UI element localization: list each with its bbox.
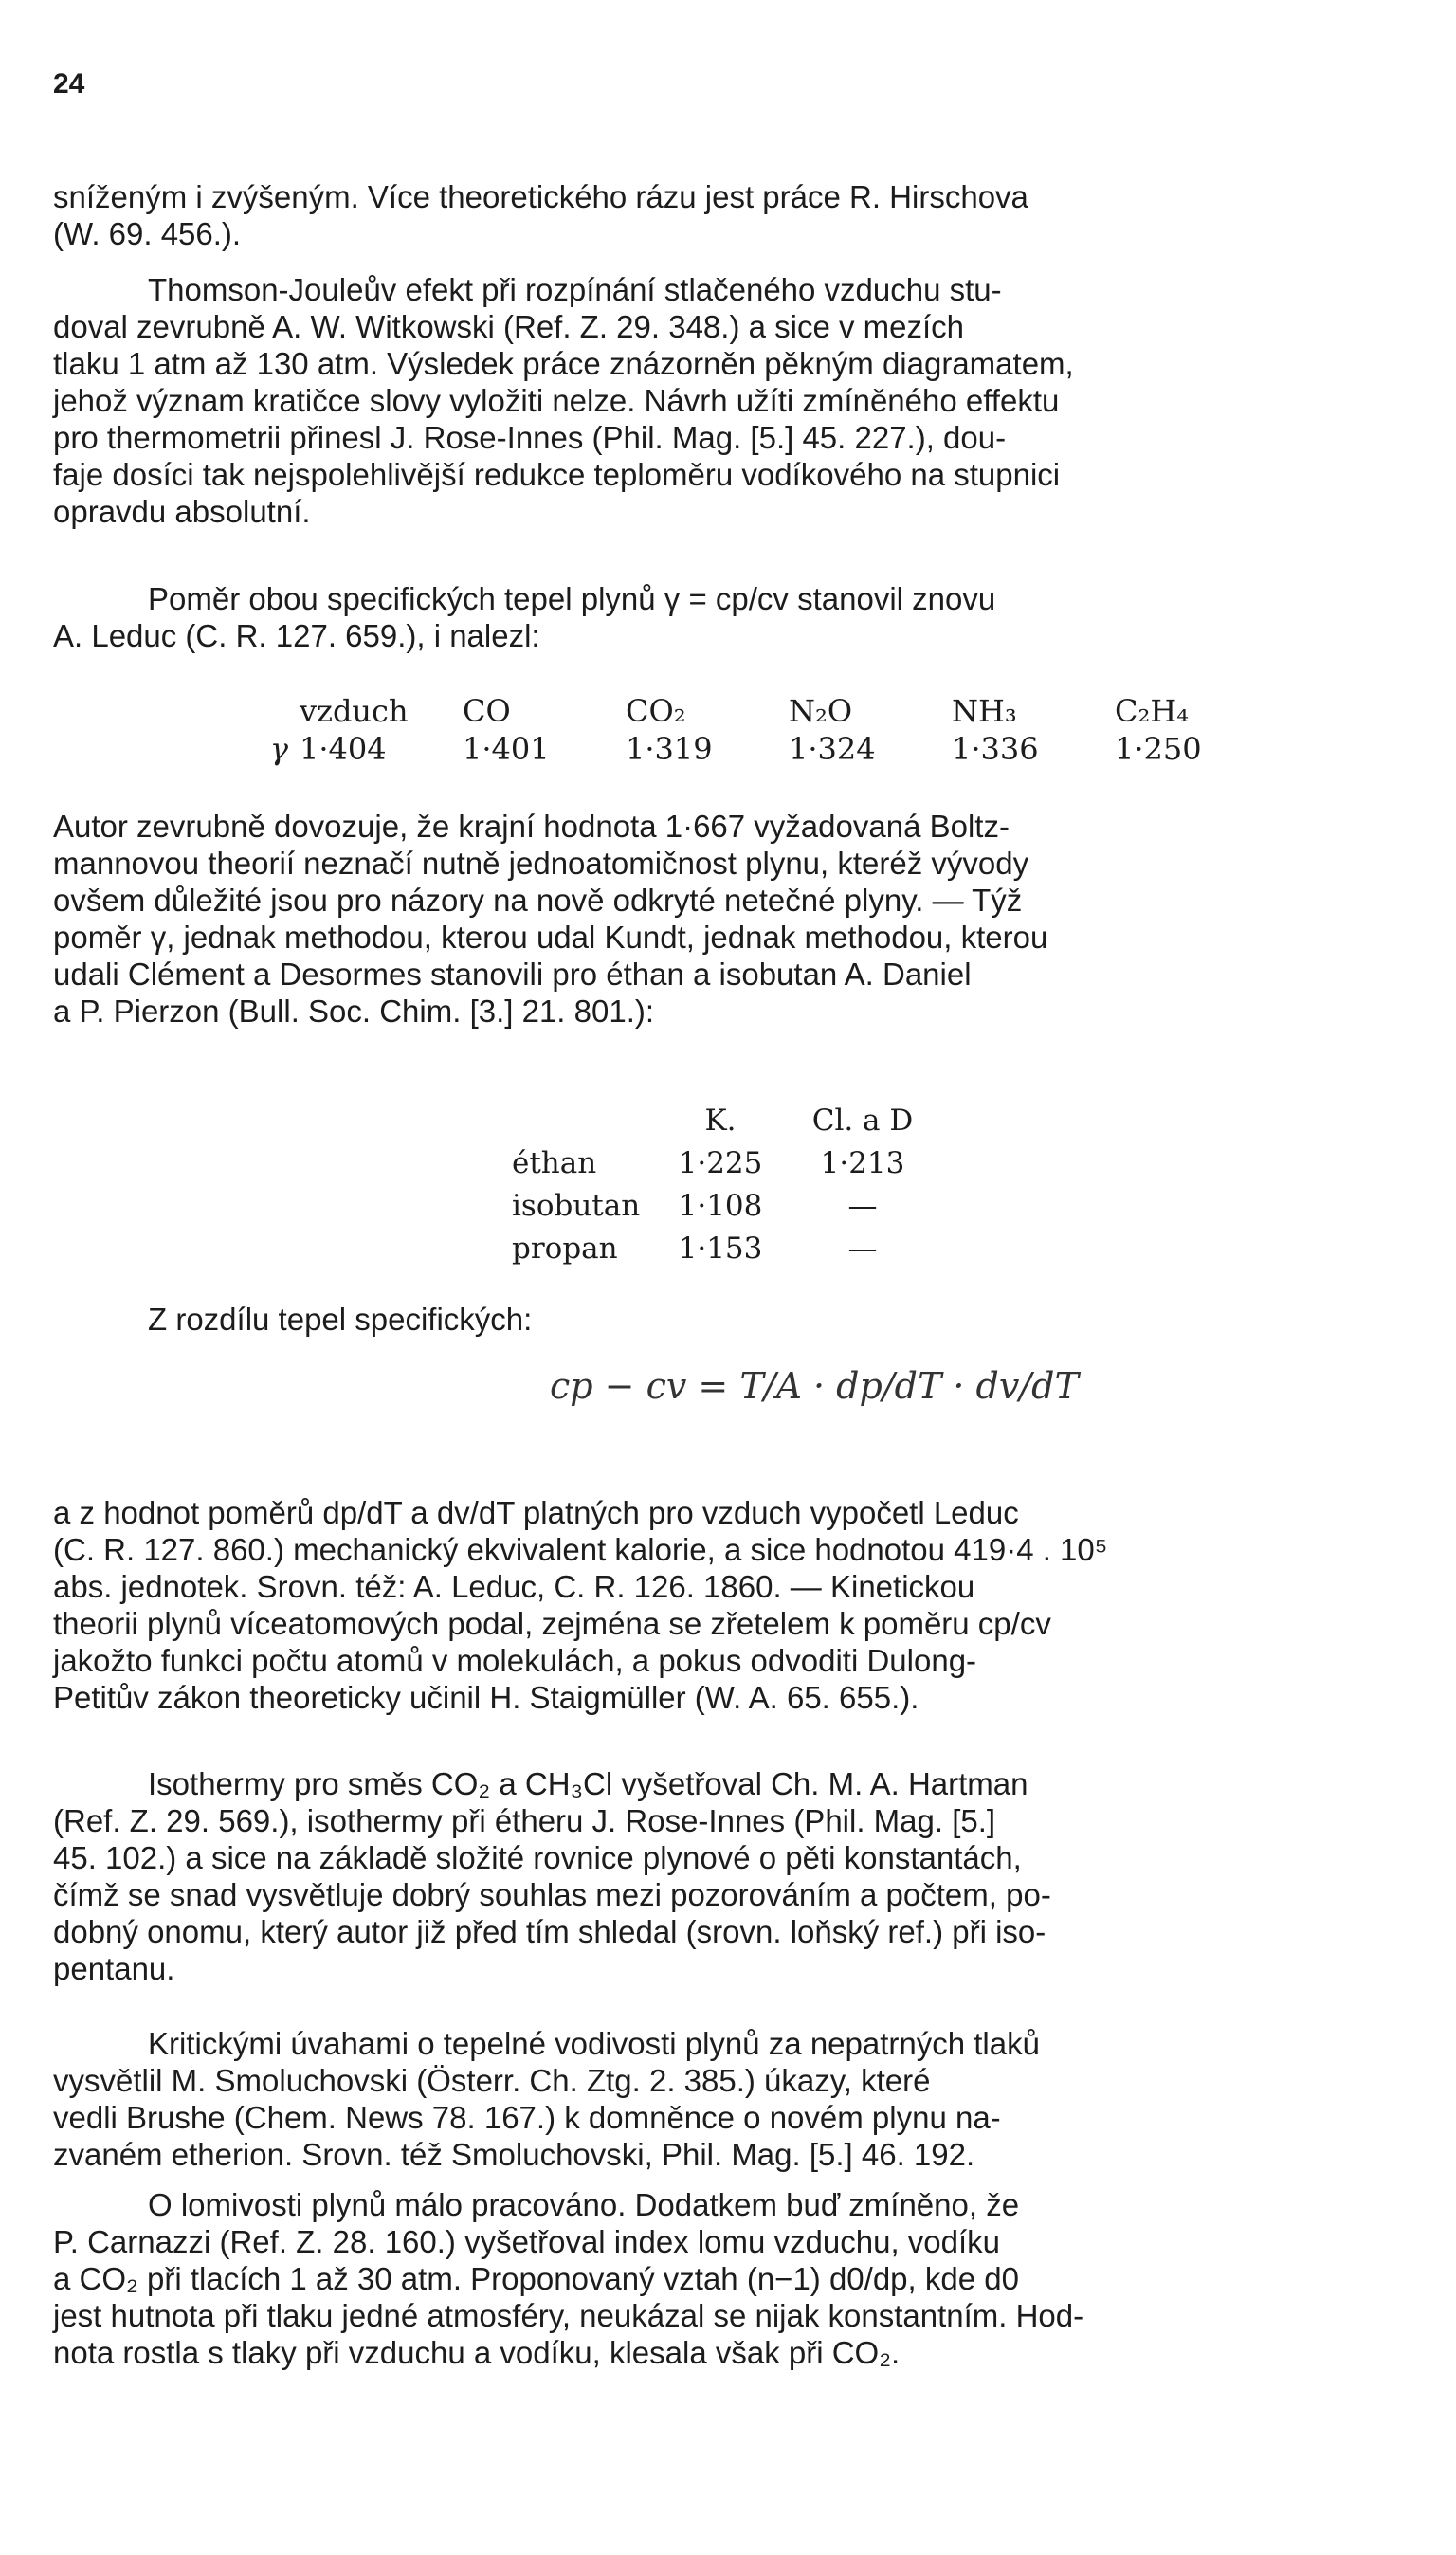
table-cell: 1·213 <box>820 1146 905 1180</box>
paragraph-7 <box>53 1765 1412 1987</box>
text-line: jakožto funkci počtu atomů v molekulách, a pokus odvoditi Dulong- <box>53 1643 977 1678</box>
text-line: poměr γ, jednak methodou, kterou udal Kundt, jednak methodou, kterou <box>53 920 1048 955</box>
text-line: jest hutnota při tlaku jedné atmosféry, neukázal se nijak konstantním. Hod- <box>53 2298 1084 2333</box>
paragraph-4 <box>53 808 1412 1030</box>
text-line: mannovou theorií neznačí nutně jednoatomičnost plynu, kteréž vývody <box>53 846 1029 881</box>
paragraph-5 <box>53 1301 1412 1338</box>
text-line: 45. 102.) a sice na základě složité rovnice plynové o pěti konstantách, <box>53 1840 1022 1875</box>
text-line: P. Carnazzi (Ref. Z. 28. 160.) vyšetřoval index lomu vzduchu, vodíku <box>53 2224 1001 2259</box>
text-line: pro thermometrii přinesl J. Rose-Innes (Phil. Mag. [5.] 45. 227.), dou- <box>53 420 1007 455</box>
table-row <box>512 1142 948 1185</box>
text-line: O lomivosti plynů málo pracováno. Dodatkem buď zmíněno, že <box>148 2187 1020 2222</box>
text-line: Petitův zákon theoreticky učinil H. Staigmüller (W. A. 65. 655.). <box>53 1680 919 1715</box>
table-cell: — <box>847 1232 878 1266</box>
text-line: abs. jednotek. Srovn. též: A. Leduc, C. R. 126. 1860. — Kinetickou <box>53 1569 975 1604</box>
table-cell: 1·319 <box>626 731 713 767</box>
k-table-header <box>512 1100 948 1142</box>
text-line: Z rozdílu tepel specifických: <box>148 1302 533 1337</box>
column-header: N₂O <box>789 693 853 729</box>
text-line: Kritickými úvahami o tepelné vodivosti plynů za nepatrných tlaků <box>148 2026 1040 2061</box>
table-cell: 1·404 <box>300 731 387 767</box>
text-line: (Ref. Z. 29. 569.), isothermy při étheru J. Rose-Innes (Phil. Mag. [5.] <box>53 1803 996 1838</box>
table-cell: 1·108 <box>678 1189 763 1223</box>
gamma-table-row <box>228 730 1278 768</box>
column-header: K. <box>704 1104 737 1138</box>
text-line: a P. Pierzon (Bull. Soc. Chim. [3.] 21. 801.): <box>53 994 655 1029</box>
table-cell: 1·225 <box>678 1146 763 1180</box>
column-header: CO <box>463 693 511 729</box>
table-row <box>512 1228 948 1270</box>
column-header: vzduch <box>300 693 409 729</box>
gamma-table <box>228 692 1278 768</box>
text-line: (W. 69. 456.). <box>53 216 242 251</box>
table-cell: — <box>847 1189 878 1223</box>
text-line: pentanu. <box>53 1951 175 1986</box>
text-line: jehož význam kratičce slovy vyložiti nelze. Návrh užíti zmíněného effektu <box>53 383 1060 418</box>
k-table <box>512 1100 948 1270</box>
equation: cp − cv = T/A · dp/dT · dv/dT <box>550 1365 1079 1407</box>
table-cell: 1·401 <box>463 731 550 767</box>
text-line: Isothermy pro směs CO₂ a CH₃Cl vyšetřoval Ch. M. A. Hartman <box>148 1766 1028 1801</box>
text-line: sníženým i zvýšeným. Více theoretického rázu jest práce R. Hirschova <box>53 179 1028 214</box>
text-line: theorii plynů víceatomových podal, zejména se zřetelem k poměru cp/cv <box>53 1606 1051 1641</box>
text-line: zvaném etherion. Srovn. též Smoluchovski, Phil. Mag. [5.] 46. 192. <box>53 2137 975 2172</box>
text-line: tlaku 1 atm až 130 atm. Výsledek práce znázorněn pěkným diagramatem, <box>53 346 1074 381</box>
column-header: NH₃ <box>952 693 1017 729</box>
table-row <box>512 1185 948 1228</box>
paragraph-3 <box>53 580 1412 654</box>
text-line: Poměr obou specifických tepel plynů γ = cp/cv stanovil znovu <box>148 581 996 616</box>
paragraph-2 <box>53 271 1412 530</box>
text-line: Thomson-Jouleův efekt při rozpínání stlačeného vzduchu stu- <box>148 272 1002 307</box>
text-line: čímž se snad vysvětluje dobrý souhlas mezi pozorováním a počtem, po- <box>53 1877 1051 1912</box>
table-cell: 1·250 <box>1115 731 1202 767</box>
row-label: propan <box>512 1232 618 1266</box>
column-header: Cl. a D <box>811 1104 914 1138</box>
text-line: doval zevrubně A. W. Witkowski (Ref. Z. 29. 348.) a sice v mezích <box>53 309 965 344</box>
text-line: a z hodnot poměrů dp/dT a dv/dT platných pro vzduch vypočetl Leduc <box>53 1495 1019 1530</box>
text-line: vysvětlil M. Smoluchovski (Österr. Ch. Ztg. 2. 385.) úkazy, které <box>53 2063 931 2098</box>
paragraph-1 <box>53 178 1412 252</box>
text-line: ovšem důležité jsou pro názory na nově odkryté netečné plyny. — Týž <box>53 883 1023 918</box>
gamma-table-header <box>228 692 1278 730</box>
column-header: CO₂ <box>626 693 686 729</box>
text-line: Autor zevrubně dovozuje, že krajní hodnota 1·667 vyžadovaná Boltz- <box>53 809 1010 844</box>
text-line: udali Clément a Desormes stanovili pro éthan a isobutan A. Daniel <box>53 957 972 992</box>
table-cell: 1·153 <box>678 1232 763 1266</box>
text-line: (C. R. 127. 860.) mechanický ekvivalent kalorie, a sice hodnotou 419·4 . 10⁵ <box>53 1532 1108 1567</box>
text-line: a CO₂ při tlacích 1 až 30 atm. Proponovaný vztah (n−1) d0/dp, kde d0 <box>53 2261 1019 2296</box>
text-line: A. Leduc (C. R. 127. 659.), i nalezl: <box>53 618 540 653</box>
paragraph-8 <box>53 2025 1412 2173</box>
text-line: nota rostla s tlaky při vzduchu a vodíku, klesala však při CO₂. <box>53 2335 901 2370</box>
text-line: vedli Brushe (Chem. News 78. 167.) k domněnce o novém plynu na- <box>53 2100 1001 2135</box>
table-cell: 1·324 <box>789 731 876 767</box>
page-number: 24 <box>53 68 85 100</box>
row-label: éthan <box>512 1146 597 1180</box>
table-cell: 1·336 <box>952 731 1039 767</box>
paragraph-9 <box>53 2186 1412 2371</box>
paragraph-6 <box>53 1494 1412 1716</box>
column-header: C₂H₄ <box>1115 693 1190 729</box>
text-line: opravdu absolutní. <box>53 494 311 529</box>
row-label: isobutan <box>512 1189 641 1223</box>
row-label: γ <box>269 731 288 767</box>
text-line: faje dosíci tak nejspolehlivější redukce teploměru vodíkového na stupnici <box>53 457 1061 492</box>
text-line: dobný onomu, který autor již před tím shledal (srovn. loňský ref.) při iso- <box>53 1914 1046 1949</box>
